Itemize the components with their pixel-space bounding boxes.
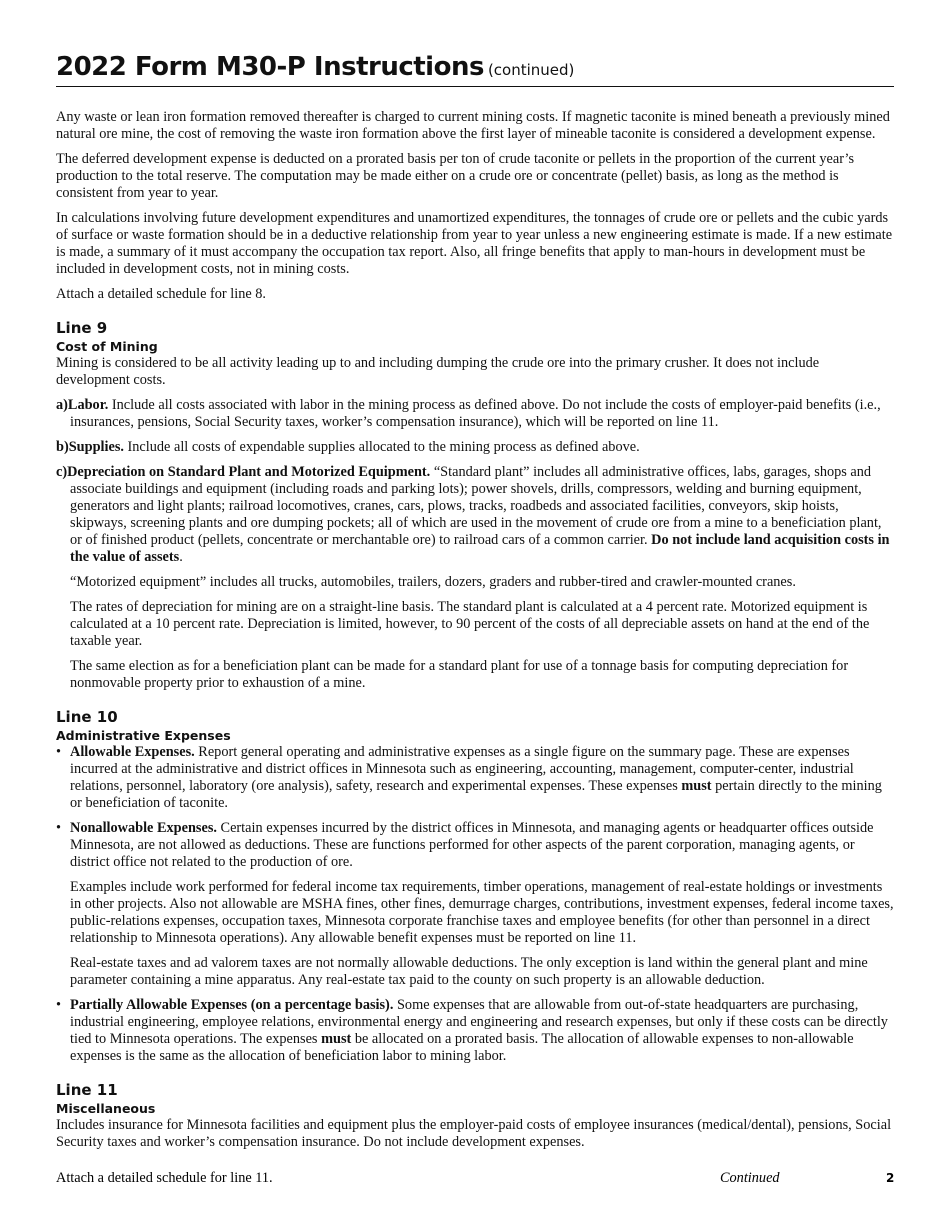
item-c-marker: c) [56, 464, 68, 480]
intro-paragraph-1: Any waste or lean iron formation removed thereafter is charged to current mining costs. If magnetic taconite is mined beneath a previously mined natural ore mine, the cost of removing the waste iron formation above the first layer of mineable taconite is considered a development expense. [56, 109, 890, 142]
item-b-text: Include all costs of expendable supplies allocated to the mining process as defined above. [123, 439, 640, 455]
item-b-label: Supplies. [68, 439, 124, 455]
line-10-bullet-nonallowable [56, 820, 894, 871]
item-a-text: Include all costs associated with labor in the mining process as defined above. Do not include the costs of employer-paid benefits (i.e., insurances, pensions, Social Security taxes, worker’s compensation insurance), which will be reported on line 11. [70, 397, 881, 430]
nonallowable-label: Nonallowable Expenses. [70, 820, 217, 836]
nonallowable-para-2: Examples include work performed for federal income tax requirements, timber operations, management of real-estate holdings or investments in other projects. Also not allowable are MSHA fines, other fines, demurrage charges, contributions, investment expenses, federal income taxes, public-relations expenses, occupation taxes, Minnesota corporate franchise taxes and employee benefits (for other than personnel in a direct relationship to Minnesota operations). Any allowable benefit expenses must be reported on line 11. [70, 879, 894, 946]
line-9-heading: Line 9 [56, 319, 108, 337]
document-page [56, 52, 894, 1159]
line-11-heading: Line 11 [56, 1081, 118, 1099]
title-continued: (continued) [487, 61, 575, 79]
line-9-item-c [56, 464, 894, 566]
line-9-item-c-para-3: The rates of depreciation for mining are on a straight-line basis. The standard plant is calculated at a 4 percent rate. Motorized equipment is calculated at a 10 percent rate. Depreciation is limited, however, to 90 percent of the costs of all depreciable assets on hand at the end of the taxable year. [70, 599, 870, 649]
partial-text: Some expenses that are allowable from out-of-state headquarters are purchasing, industrial engineering, employee relations, environmental energy and engineering and research expenses, but only if these costs can be directly tied to Minnesota operations. The expenses [70, 997, 888, 1047]
allowable-must: must [681, 778, 712, 794]
attach-line-11: Attach a detailed schedule for line 11. [56, 1170, 273, 1186]
line-10-bullet-allowable [56, 744, 894, 812]
bullet-dot: • [56, 744, 62, 760]
intro-paragraph-3: In calculations involving future development expenditures and unamortized expenditures, the tonnages of crude ore or pellets and the cubic yards of surface or waste formation should be in a deductive relationship from year to year unless a new engineering estimate is made. If a new estimate is made, a summary of it must accompany the occupation tax report. Also, all fringe benefits that apply to man-hours in development must be included in development costs, not in mining costs. [56, 210, 893, 277]
partial-text-end: be allocated on a prorated basis. The allocation of allowable expenses to non-allowable expenses is the same as the allocation of beneficiation labor to mining labor. [70, 1031, 854, 1064]
item-c-period: . [179, 549, 183, 565]
line-9-item-a [56, 397, 894, 431]
line-10-bullet-partial [56, 997, 894, 1065]
line-10-subheading: Administrative Expenses [56, 728, 231, 743]
partial-label: Partially Allowable Expenses (on a percentage basis). [70, 997, 394, 1013]
bullet-dot: • [56, 820, 62, 836]
allowable-text-end: pertain directly to the mining or beneficiation of taconite. [70, 778, 882, 811]
item-b-marker: b) [56, 439, 69, 455]
nonallowable-para-3: Real-estate taxes and ad valorem taxes are not normally allowable deductions. The only exception is land within the general plant and mine parameter containing a mine apparatus. Any real-estate tax paid to the county on such property is an allowable deduction. [70, 955, 868, 988]
allowable-text: Report general operating and administrative expenses as a single figure on the summary page. These are expenses incurred at the administrative and district offices in Minnesota such as engineering, accounting, management, computer-center, industrial relations, personnel, laboratory (ore analysis), safety, research and experimental expenses. These expenses [70, 744, 854, 794]
line-9-intro: Mining is considered to be all activity leading up to and including dumping the crude ore into the primary crusher. It does not include development costs. [56, 355, 820, 388]
line-11-subheading: Miscellaneous [56, 1101, 156, 1116]
title-row [56, 52, 894, 87]
partial-must: must [321, 1031, 352, 1047]
line-11-text: Includes insurance for Minnesota facilities and equipment plus the employer-paid costs of employee insurances (medical/dental), pensions, Social Security taxes and worker’s compensation insurance. Do not include development expenses. [56, 1117, 892, 1150]
line-10-heading: Line 10 [56, 708, 118, 726]
item-c-bold-end: Do not include land acquisition costs in the value of assets [70, 532, 890, 565]
line-9-item-c-para-2: “Motorized equipment” includes all trucks, automobiles, trailers, dozers, graders and rubber-tired and crawler-mounted cranes. [70, 574, 796, 590]
attach-line-8: Attach a detailed schedule for line 8. [56, 286, 266, 302]
item-c-label: Depreciation on Standard Plant and Motorized Equipment. [67, 464, 431, 480]
intro-paragraph-2: The deferred development expense is deducted on a prorated basis per ton of crude taconite or pellets in the proportion of the current year’s production to the total reserve. The computation may be made either on a crude ore or concentrate (pellet) basis, as long as the method is consistent from year to year. [56, 151, 855, 201]
line-9-item-c-para-4: The same election as for a beneficiation plant can be made for a standard plant for use of a tonnage basis for computing depreciation for nonmovable property prior to exhaustion of a mine. [70, 658, 849, 691]
bullet-dot: • [56, 997, 62, 1013]
line-9-item-b [56, 439, 894, 456]
nonallowable-text: Certain expenses incurred by the district offices in Minnesota, and managing agents or headquarter offices outside Minnesota, are not allowed as deductions. These are functions performed for other aspects of the parent corporation, managing agents, or district office not related to the production of ore. [70, 820, 874, 870]
line-9-subheading: Cost of Mining [56, 339, 158, 354]
continued-label: Continued [720, 1170, 780, 1186]
page-number: 2 [886, 1171, 895, 1185]
item-c-text: “Standard plant” includes all administrative offices, labs, garages, shops and associate buildings and equipment (including roads and parking lots); power shovels, drills, compressors, welding and burning equipment, generators and light plants; railroad locomotives, cranes, cars, plows, tracks, roadbeds and associated facilities, conveyors, skip hoists, skipways, screening plants and ore dumping pockets; all of which are used in the movement of crude ore from a mine to a beneficiation plant, or of finished product (pellets, concentrate or merchantable ore) to railroad cars of a common carrier. [70, 464, 882, 548]
allowable-label: Allowable Expenses. [70, 744, 195, 760]
page-title: 2022 Form M30-P Instructions [56, 52, 484, 82]
item-a-label: Labor. [67, 397, 109, 413]
item-a-marker: a) [56, 397, 68, 413]
